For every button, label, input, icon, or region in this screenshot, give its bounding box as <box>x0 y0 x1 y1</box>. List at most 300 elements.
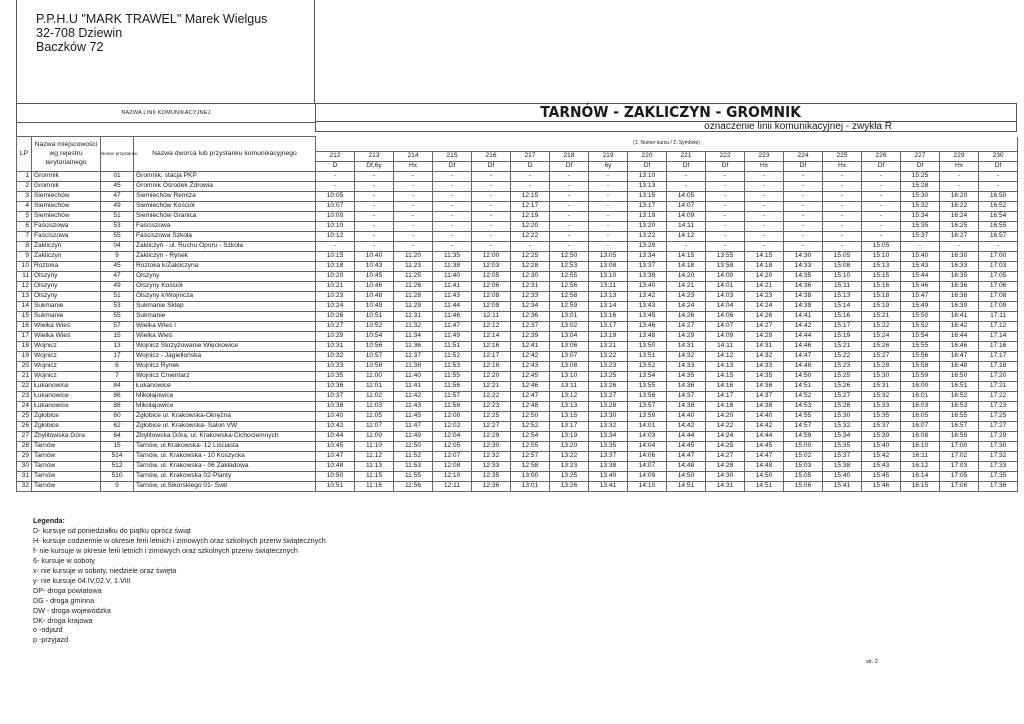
row-stop-name: Zgłobice ul. Krakowska-Okrężna <box>134 411 316 421</box>
departure-time: 10:40 <box>316 411 355 421</box>
departure-time: 15:30 <box>901 191 940 201</box>
row-stop-name: Wielka Wieś <box>134 331 316 341</box>
row-lp: 30 <box>17 461 32 471</box>
departure-time: 15:24 <box>862 331 901 341</box>
departure-time: 15:28 <box>901 181 940 191</box>
departure-time: - <box>433 221 472 231</box>
row-stop-number: 15 <box>101 441 134 451</box>
departure-time: 11:07 <box>355 421 394 431</box>
row-locality: Wielka Wieś <box>32 331 101 341</box>
departure-time: 11:40 <box>433 271 472 281</box>
departure-time: - <box>784 211 823 221</box>
departure-time: 11:44 <box>433 301 472 311</box>
departure-time: 11:31 <box>394 311 433 321</box>
departure-time: 11:50 <box>394 441 433 451</box>
row-locality: Wielka Wieś <box>32 321 101 331</box>
departure-time: - <box>589 211 628 221</box>
legend-item: o -odjazd <box>33 625 63 635</box>
departure-time: 15:27 <box>862 351 901 361</box>
row-lp: 18 <box>17 341 32 351</box>
departure-time: 11:41 <box>394 381 433 391</box>
departure-time: 15:13 <box>862 261 901 271</box>
row-locality: Zbylitowska Góra <box>32 431 101 441</box>
row-stop-name: Zakliczyn - Rynek <box>134 251 316 261</box>
departure-time: 13:17 <box>589 321 628 331</box>
row-stop-number: 47 <box>101 271 134 281</box>
departure-time: 12:57 <box>511 451 550 461</box>
departure-time: - <box>472 231 511 241</box>
departure-time: 12:15 <box>511 191 550 201</box>
departure-time: 15:47 <box>901 291 940 301</box>
departure-time: 17:00 <box>940 441 979 451</box>
departure-time: - <box>355 221 394 231</box>
table-row <box>17 231 1018 241</box>
departure-time: 15:10 <box>823 271 862 281</box>
row-lp: 23 <box>17 391 32 401</box>
departure-time: 10:36 <box>316 381 355 391</box>
departure-time: - <box>550 241 589 251</box>
departure-time: 15:32 <box>823 421 862 431</box>
departure-time: 10:51 <box>355 311 394 321</box>
departure-time: 16:50 <box>940 371 979 381</box>
departure-time: 14:46 <box>784 341 823 351</box>
course-number: 229 <box>940 151 979 161</box>
row-stop-number: 7 <box>101 371 134 381</box>
row-stop-name: Olszyny Kościół <box>134 281 316 291</box>
table-row <box>17 401 1018 411</box>
departure-time: 14:38 <box>667 401 706 411</box>
row-locality: Olszyny <box>32 291 101 301</box>
departure-time: 13:01 <box>511 481 550 491</box>
legend <box>33 516 326 645</box>
departure-time: - <box>394 181 433 191</box>
row-locality: Faściszowa <box>32 231 101 241</box>
departure-time: 12:33 <box>511 291 550 301</box>
departure-time: 14:31 <box>745 341 784 351</box>
departure-time: - <box>394 191 433 201</box>
route-header <box>315 103 1017 132</box>
departure-time: 14:01 <box>628 421 667 431</box>
departure-time: 14:12 <box>706 351 745 361</box>
departure-time: 14:23 <box>745 291 784 301</box>
departure-time: 16:03 <box>901 401 940 411</box>
course-number: 220 <box>628 151 667 161</box>
departure-time: 11:32 <box>394 321 433 331</box>
departure-time: 11:25 <box>394 271 433 281</box>
departure-time: 13:01 <box>550 311 589 321</box>
departure-time: 16:10 <box>901 441 940 451</box>
departure-time: - <box>316 171 355 181</box>
row-stop-number: 53 <box>101 301 134 311</box>
row-lp: 1 <box>17 171 32 181</box>
row-stop-name: Siemiechów Kościół <box>134 201 316 211</box>
departure-time: 12:07 <box>433 451 472 461</box>
departure-time: 11:37 <box>394 351 433 361</box>
table-row <box>17 421 1018 431</box>
row-stop-number: 01 <box>101 171 134 181</box>
departure-time: 10:48 <box>355 291 394 301</box>
departure-time: 11:15 <box>355 471 394 481</box>
departure-time: 11:42 <box>394 391 433 401</box>
course-symbol: Hx <box>745 161 784 171</box>
departure-time: 13:23 <box>550 461 589 471</box>
departure-time: 13:37 <box>628 261 667 271</box>
departure-time: 14:47 <box>745 451 784 461</box>
departure-time: 14:12 <box>667 231 706 241</box>
departure-time: 16:07 <box>901 421 940 431</box>
departure-time: - <box>706 211 745 221</box>
departure-time: - <box>472 211 511 221</box>
departure-time: 10:07 <box>316 201 355 211</box>
table-row <box>17 321 1018 331</box>
table-row <box>17 201 1018 211</box>
departure-time: 13:46 <box>628 321 667 331</box>
departure-time: 11:01 <box>355 381 394 391</box>
departure-time: 15:11 <box>823 281 862 291</box>
departure-time: 14:42 <box>784 321 823 331</box>
departure-time: 14:07 <box>667 201 706 211</box>
departure-time: 15:37 <box>862 421 901 431</box>
departure-time: 15:03 <box>784 461 823 471</box>
departure-time: 12:52 <box>511 421 550 431</box>
company-name: P.P.H.U "MARK TRAWEL" Marek Wielgus <box>36 12 268 26</box>
course-symbol: Df <box>706 161 745 171</box>
departure-time: 13:29 <box>628 241 667 251</box>
departure-time: - <box>667 171 706 181</box>
departure-time: 13:16 <box>589 311 628 321</box>
departure-time: 13:26 <box>550 481 589 491</box>
departure-time: 13:52 <box>628 361 667 371</box>
departure-time: - <box>823 171 862 181</box>
departure-time: 14:15 <box>745 251 784 261</box>
departure-time: 10:58 <box>355 361 394 371</box>
row-locality: Gromnik <box>32 171 101 181</box>
departure-time: - <box>550 211 589 221</box>
table-row <box>17 251 1018 261</box>
departure-time: 10:46 <box>355 281 394 291</box>
departure-time: - <box>745 201 784 211</box>
departure-time: 13:12 <box>550 391 589 401</box>
departure-time: 14:20 <box>745 271 784 281</box>
row-stop-name: Tarnów, ul. Krakowska - 06 Zakładowa <box>134 461 316 471</box>
departure-time: 14:07 <box>706 321 745 331</box>
departure-time: - <box>394 171 433 181</box>
departure-time: - <box>862 221 901 231</box>
departure-time: 11:57 <box>433 391 472 401</box>
departure-time: 16:57 <box>979 231 1018 241</box>
row-lp: 19 <box>17 351 32 361</box>
departure-time: 15:30 <box>862 371 901 381</box>
row-locality: Zgłobice <box>32 411 101 421</box>
departure-time: 14:11 <box>667 221 706 231</box>
course-number: 218 <box>550 151 589 161</box>
departure-time: 17:35 <box>979 471 1018 481</box>
departure-time: - <box>316 241 355 251</box>
departure-time: 10:44 <box>316 431 355 441</box>
departure-time: 13:43 <box>628 301 667 311</box>
departure-time: 12:50 <box>550 251 589 261</box>
departure-time: 15:19 <box>862 301 901 311</box>
departure-time: 12:02 <box>433 421 472 431</box>
table-row <box>17 221 1018 231</box>
departure-time: 16:00 <box>901 381 940 391</box>
departure-time: 17:22 <box>979 391 1018 401</box>
departure-time: 11:28 <box>394 291 433 301</box>
departure-time: 14:37 <box>667 391 706 401</box>
departure-time: 17:21 <box>979 381 1018 391</box>
departure-time: - <box>862 201 901 211</box>
company-address-line2: Baczków 72 <box>36 40 104 54</box>
row-lp: 32 <box>17 481 32 491</box>
departure-time: 14:30 <box>784 251 823 261</box>
departure-time: 11:55 <box>433 371 472 381</box>
header-note-row <box>17 137 1018 152</box>
departure-time: 11:02 <box>355 391 394 401</box>
departure-time: 11:52 <box>433 351 472 361</box>
departure-time: 11:51 <box>433 341 472 351</box>
departure-time: 14:03 <box>706 291 745 301</box>
departure-time: - <box>784 181 823 191</box>
departure-time: - <box>550 221 589 231</box>
departure-time: 12:03 <box>472 261 511 271</box>
departure-time: 14:10 <box>628 481 667 491</box>
departure-time: 12:53 <box>550 261 589 271</box>
departure-time: - <box>901 241 940 251</box>
departure-time: - <box>745 171 784 181</box>
row-stop-number: 15 <box>101 331 134 341</box>
row-stop-number: 17 <box>101 351 134 361</box>
departure-time: 14:38 <box>784 291 823 301</box>
departure-time: 14:41 <box>784 311 823 321</box>
table-row <box>17 441 1018 451</box>
departure-time: 13:27 <box>589 391 628 401</box>
departure-time: 15:59 <box>901 371 940 381</box>
departure-time: 17:06 <box>940 481 979 491</box>
departure-time: - <box>511 171 550 181</box>
table-row <box>17 311 1018 321</box>
departure-time: 13:19 <box>589 331 628 341</box>
departure-time: 16:51 <box>940 381 979 391</box>
course-symbol: Df <box>784 161 823 171</box>
course-symbol: Df <box>979 161 1018 171</box>
departure-time: 12:30 <box>472 441 511 451</box>
route-subtitle: oznaczenie linii komunikacyjnej - zwykła R <box>315 121 1017 132</box>
row-stop-name: Zgłobice ul. Krakowska- Salon VW <box>134 421 316 431</box>
course-number: 226 <box>862 151 901 161</box>
departure-time: 12:58 <box>550 291 589 301</box>
departure-time: 12:55 <box>550 271 589 281</box>
departure-time: - <box>472 171 511 181</box>
departure-time: 14:09 <box>706 331 745 341</box>
departure-time: 15:15 <box>862 271 901 281</box>
row-lp: 22 <box>17 381 32 391</box>
row-lp: 7 <box>17 231 32 241</box>
row-stop-number: 512 <box>101 461 134 471</box>
departure-time: 11:26 <box>394 281 433 291</box>
departure-time: - <box>784 191 823 201</box>
departure-time: 12:11 <box>472 311 511 321</box>
departure-time: 15:32 <box>862 391 901 401</box>
departure-time: 10:35 <box>316 371 355 381</box>
row-stop-name: Gromnik Ośrodek Zdrowia <box>134 181 316 191</box>
departure-time: 14:48 <box>784 361 823 371</box>
departure-time: 17:23 <box>979 401 1018 411</box>
departure-time: 13:15 <box>628 191 667 201</box>
departure-time: 13:11 <box>550 381 589 391</box>
row-lp: 31 <box>17 471 32 481</box>
departure-time: 13:30 <box>589 411 628 421</box>
row-locality: Sukmanie <box>32 311 101 321</box>
departure-time: 13:00 <box>511 471 550 481</box>
departure-time: 14:44 <box>784 331 823 341</box>
row-locality: Łukanowice <box>32 401 101 411</box>
departure-time: 14:32 <box>667 351 706 361</box>
departure-time: 13:10 <box>589 271 628 281</box>
departure-time: 15:00 <box>784 441 823 451</box>
legend-item: H- kursuje codziennie w okresie ferii letnich i zimowych oraz szkolnych przerw świątecznych <box>33 535 326 545</box>
departure-time: 17:20 <box>979 371 1018 381</box>
row-lp: 9 <box>17 251 32 261</box>
departure-time: 14:31 <box>706 481 745 491</box>
row-locality: Zakliczyn <box>32 251 101 261</box>
departure-time: 16:12 <box>901 461 940 471</box>
departure-time: 10:24 <box>316 301 355 311</box>
departure-time: 10:18 <box>316 261 355 271</box>
departure-time: - <box>823 221 862 231</box>
course-number: 225 <box>823 151 862 161</box>
departure-time: 10:31 <box>316 341 355 351</box>
departure-time: 12:55 <box>511 441 550 451</box>
departure-time: - <box>784 201 823 211</box>
departure-time: 11:16 <box>355 481 394 491</box>
departure-time: 14:48 <box>745 461 784 471</box>
departure-time: 14:31 <box>667 341 706 351</box>
row-locality: Sukmanie <box>32 301 101 311</box>
departure-time: 14:06 <box>706 311 745 321</box>
departure-time: 11:35 <box>433 251 472 261</box>
departure-time: 14:37 <box>745 391 784 401</box>
departure-time: - <box>823 191 862 201</box>
row-stop-number: 49 <box>101 201 134 211</box>
departure-time: 11:41 <box>433 281 472 291</box>
header-stop-name: Nazwa dworca lub przystanku komunikacyjnego <box>134 137 316 172</box>
course-number: 212 <box>316 151 355 161</box>
departure-time: 12:25 <box>511 251 550 261</box>
departure-time: 14:29 <box>745 331 784 341</box>
departure-time: - <box>589 171 628 181</box>
timetable <box>16 136 1018 492</box>
departure-time: - <box>784 241 823 251</box>
departure-time: 15:46 <box>901 281 940 291</box>
departure-time: 14:24 <box>745 301 784 311</box>
departure-time: 14:11 <box>706 341 745 351</box>
departure-time: - <box>745 231 784 241</box>
departure-time: 14:07 <box>628 461 667 471</box>
course-number: 223 <box>745 151 784 161</box>
departure-time: 16:52 <box>940 391 979 401</box>
row-locality: Tarnów <box>32 461 101 471</box>
departure-time: 15:35 <box>901 221 940 231</box>
row-stop-number: 51 <box>101 211 134 221</box>
departure-time: - <box>433 231 472 241</box>
departure-time: 11:40 <box>394 371 433 381</box>
row-stop-name: Tarnów, ul. Krakowska 02-Planty <box>134 471 316 481</box>
departure-time: 16:08 <box>901 431 940 441</box>
departure-time: 14:57 <box>784 421 823 431</box>
departure-time: 12:42 <box>511 351 550 361</box>
row-lp: 15 <box>17 311 32 321</box>
departure-time: 15:22 <box>823 351 862 361</box>
departure-time: 15:38 <box>823 461 862 471</box>
departure-time: 17:17 <box>979 351 1018 361</box>
departure-time: 13:13 <box>628 181 667 191</box>
departure-time: 14:03 <box>628 431 667 441</box>
row-stop-name: Roztoka k/Zakliczyna <box>134 261 316 271</box>
table-row <box>17 351 1018 361</box>
departure-time: 11:43 <box>433 291 472 301</box>
departure-time: 15:28 <box>823 401 862 411</box>
departure-time: 14:40 <box>745 411 784 421</box>
row-locality: Wojnicz <box>32 361 101 371</box>
departure-time: 14:48 <box>667 461 706 471</box>
departure-time: 10:52 <box>355 321 394 331</box>
table-row <box>17 331 1018 341</box>
row-stop-name: Siemiechów Granica <box>134 211 316 221</box>
departure-time: - <box>745 181 784 191</box>
departure-time: 14:35 <box>784 271 823 281</box>
row-lp: 20 <box>17 361 32 371</box>
course-symbol: Df,6y <box>355 161 394 171</box>
departure-time: - <box>862 191 901 201</box>
row-locality: Roztoka <box>32 261 101 271</box>
departure-time: 17:02 <box>940 451 979 461</box>
departure-time: 16:41 <box>940 311 979 321</box>
table-row <box>17 281 1018 291</box>
departure-time: 15:54 <box>901 331 940 341</box>
departure-time: 15:49 <box>901 301 940 311</box>
departure-time: 16:20 <box>940 191 979 201</box>
row-locality: Olszyny <box>32 271 101 281</box>
departure-time: 17:08 <box>979 291 1018 301</box>
departure-time: - <box>667 241 706 251</box>
table-row <box>17 191 1018 201</box>
departure-time: 15:23 <box>823 361 862 371</box>
departure-time: - <box>823 241 862 251</box>
departure-time: 14:24 <box>706 431 745 441</box>
departure-time: 12:23 <box>472 401 511 411</box>
departure-time: 13:51 <box>628 351 667 361</box>
row-stop-name: Wojnicz Skrzyżowanie Więckowice <box>134 341 316 351</box>
row-lp: 3 <box>17 191 32 201</box>
departure-time: 15:18 <box>862 291 901 301</box>
departure-time: 11:00 <box>355 371 394 381</box>
departure-time: 13:02 <box>550 321 589 331</box>
departure-time: 13:37 <box>589 451 628 461</box>
departure-time: 14:18 <box>745 261 784 271</box>
departure-time: 14:18 <box>667 261 706 271</box>
row-locality: Faściszowa <box>32 221 101 231</box>
row-locality: Zakliczyn <box>32 241 101 251</box>
departure-time: 13:56 <box>628 391 667 401</box>
departure-time: 13:40 <box>589 471 628 481</box>
course-symbol: Df <box>628 161 667 171</box>
departure-time: 14:33 <box>784 261 823 271</box>
company-address-line1: 32-708 Dziewin <box>36 26 123 40</box>
departure-time: 17:03 <box>940 461 979 471</box>
departure-time: 15:17 <box>823 321 862 331</box>
course-number: 227 <box>901 151 940 161</box>
legend-items <box>33 526 326 645</box>
